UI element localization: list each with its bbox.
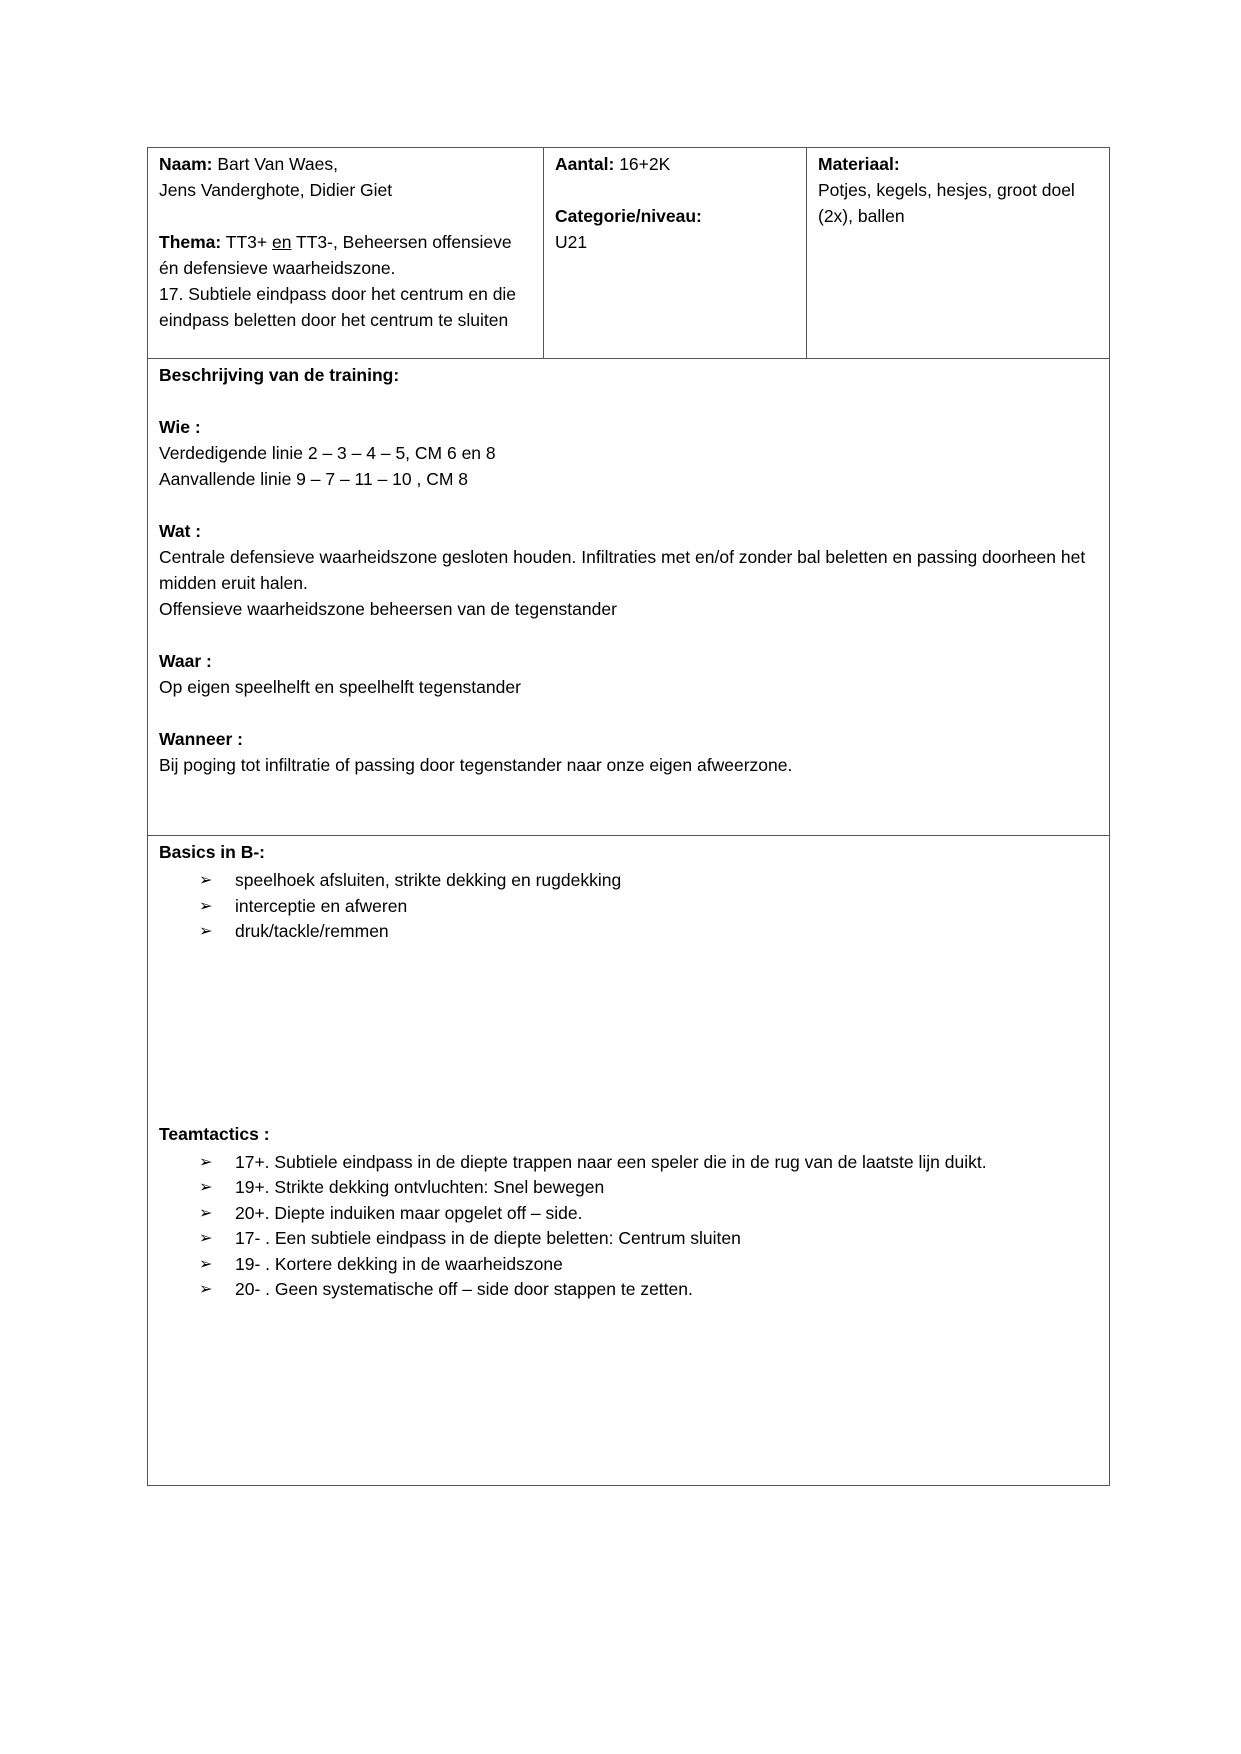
naam-value-line2: Jens Vanderghote, Didier Giet — [159, 180, 393, 200]
training-sheet — [147, 147, 1109, 1486]
naam-line — [159, 151, 532, 177]
aantal-label: Aantal: — [555, 154, 615, 174]
categorie-label: Categorie/niveau: — [555, 206, 702, 226]
naam-label: Naam: — [159, 154, 213, 174]
training-table — [147, 147, 1110, 1486]
basics-item: ➢ speelhoek afsluiten, strikte dekking en rugdekking — [199, 868, 1098, 894]
arrow-bullet-icon: ➢ — [199, 1204, 213, 1222]
teamtactics-item: ➢ 20+. Diepte induiken maar opgelet off – side. — [199, 1201, 1098, 1227]
arrow-bullet-icon: ➢ — [199, 1230, 213, 1247]
thema-line3: 17. Subtiele eindpass door het centrum en die eindpass beletten door het centrum te sluiten — [159, 284, 517, 330]
arrow-bullet-icon: ➢ — [199, 1179, 213, 1196]
thema-part1: TT3+ — [225, 232, 268, 252]
teamtactics-item: ➢ 17- . Een subtiele eindpass in de diepte beletten: Centrum sluiten — [199, 1226, 1098, 1252]
waar-label: Waar : — [159, 651, 212, 671]
arrow-bullet-icon: ➢ — [199, 872, 213, 889]
basics-cell — [148, 836, 1110, 1486]
teamtactics-title: Teamtactics : — [159, 1123, 270, 1144]
materiaal-value: Potjes, kegels, hesjes, groot doel (2x), ballen — [818, 180, 1075, 226]
materiaal-cell — [807, 148, 1110, 359]
arrow-bullet-icon: ➢ — [199, 897, 213, 915]
beschrijving-cell — [148, 359, 1110, 836]
wie-label: Wie : — [159, 417, 201, 437]
wanneer-label: Wanneer : — [159, 729, 243, 749]
aantal-categorie-cell — [544, 148, 807, 359]
beschrijving-title: Beschrijving van de training: — [159, 365, 400, 385]
basics-item: ➢ druk/tackle/remmen — [199, 919, 1098, 945]
wat-label: Wat : — [159, 521, 202, 541]
teamtactics-item: ➢ 19- . Kortere dekking in de waarheidszone — [199, 1252, 1098, 1278]
teamtactics-item: ➢ 20- . Geen systematische off – side door stappen te zetten. — [199, 1277, 1098, 1303]
naam-thema-cell — [148, 148, 544, 359]
arrow-bullet-icon: ➢ — [199, 1255, 213, 1273]
wanneer-line1: Bij poging tot infiltratie of passing door tegenstander naar onze eigen afweerzone. — [159, 755, 793, 775]
arrow-bullet-icon: ➢ — [199, 1153, 213, 1171]
basics-row — [148, 836, 1110, 1486]
arrow-bullet-icon: ➢ — [199, 1281, 213, 1298]
wie-line2: Aanvallende linie 9 – 7 – 11 – 10 , CM 8 — [159, 469, 469, 489]
wat-line2: Offensieve waarheidszone beheersen van de tegenstander — [159, 599, 617, 619]
wie-line1: Verdedigende linie 2 – 3 – 4 – 5, CM 6 en 8 — [159, 443, 496, 463]
categorie-value: U21 — [555, 232, 588, 252]
basics-title: Basics in B-: — [159, 842, 265, 862]
teamtactics-item: ➢ 19+. Strikte dekking ontvluchten: Snel bewegen — [199, 1175, 1098, 1201]
teamtactics-list — [159, 1150, 1098, 1303]
wat-line1: Centrale defensieve waarheidszone gesloten houden. Infiltraties met en/of zonder bal beletten en passing doorheen het midden eruit halen. — [159, 547, 1086, 593]
thema-label: Thema: — [159, 232, 222, 252]
aantal-line — [555, 151, 795, 177]
waar-line1: Op eigen speelhelft en speelhelft tegenstander — [159, 677, 521, 697]
thema-part2: TT3-, Beheersen offensieve én defensieve waarheidszone. — [159, 232, 512, 278]
beschrijving-row — [148, 359, 1110, 836]
arrow-bullet-icon: ➢ — [199, 923, 213, 940]
thema-en: en — [272, 232, 292, 252]
naam-value: Bart Van Waes, — [217, 154, 338, 174]
teamtactics-item: ➢ 17+. Subtiele eindpass in de diepte trappen naar een speler die in de rug van de laatste lijn duikt. — [199, 1150, 1098, 1176]
thema-text — [159, 229, 532, 281]
basics-item: ➢ interceptie en afweren — [199, 894, 1098, 920]
header-row — [148, 148, 1110, 359]
materiaal-label: Materiaal: — [818, 154, 900, 174]
aantal-value: 16+2K — [619, 154, 671, 174]
basics-list — [159, 868, 1098, 945]
